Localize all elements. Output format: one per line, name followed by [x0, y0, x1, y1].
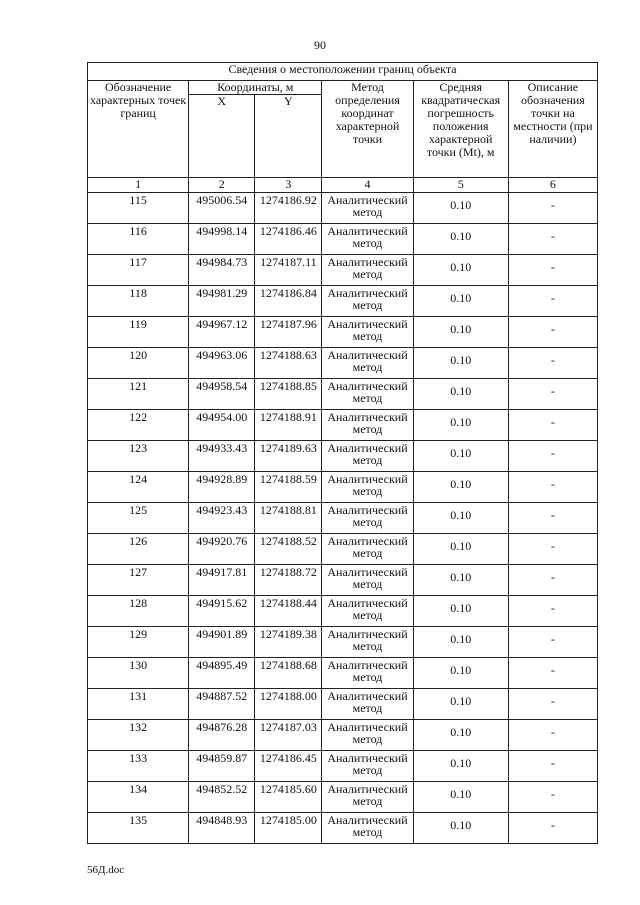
point-cell-text: 120 — [129, 348, 148, 362]
y-coordinate-cell — [255, 348, 322, 379]
method-cell — [322, 534, 413, 565]
method-cell — [322, 720, 413, 751]
method-cell-text: Аналитический метод — [327, 565, 408, 591]
point-cell-text: 119 — [129, 317, 147, 331]
point-cell — [88, 565, 189, 596]
description-cell-text: - — [550, 570, 555, 584]
point-cell-text: 115 — [129, 193, 147, 207]
accuracy-cell — [413, 720, 508, 751]
y-coordinate-cell-text: 1274188.85 — [259, 379, 317, 393]
x-coordinate-cell — [189, 193, 255, 224]
point-cell-text: 123 — [129, 441, 148, 455]
x-coordinate-cell — [189, 379, 255, 410]
method-cell — [322, 317, 413, 348]
x-coordinate-cell-text: 494848.93 — [196, 813, 248, 827]
y-coordinate-cell-text: 1274185.60 — [259, 782, 317, 796]
boundary-coordinates-table — [87, 62, 598, 844]
description-cell — [508, 596, 597, 627]
point-cell — [88, 348, 189, 379]
y-coordinate-cell — [255, 596, 322, 627]
point-cell — [88, 441, 189, 472]
y-coordinate-cell — [255, 379, 322, 410]
column-number: 4 — [322, 178, 413, 193]
accuracy-cell — [413, 379, 508, 410]
accuracy-cell-text: 0.10 — [450, 198, 472, 212]
description-cell-text: - — [550, 725, 555, 739]
accuracy-cell — [413, 286, 508, 317]
x-coordinate-cell — [189, 720, 255, 751]
point-cell-text: 132 — [129, 720, 148, 734]
table-row — [88, 782, 598, 813]
document-footer: 56Д.doc — [87, 864, 125, 876]
method-cell — [322, 379, 413, 410]
accuracy-cell — [413, 317, 508, 348]
y-coordinate-cell — [255, 503, 322, 534]
description-cell — [508, 689, 597, 720]
accuracy-cell — [413, 782, 508, 813]
point-cell-text: 118 — [129, 286, 147, 300]
y-coordinate-cell-text: 1274189.63 — [259, 441, 317, 455]
x-coordinate-cell — [189, 317, 255, 348]
y-coordinate-cell-text: 1274188.52 — [259, 534, 317, 548]
description-cell-text: - — [550, 787, 555, 801]
table-row — [88, 534, 598, 565]
y-coordinate-cell — [255, 472, 322, 503]
page-number: 90 — [314, 38, 326, 52]
point-cell — [88, 410, 189, 441]
accuracy-cell-text: 0.10 — [450, 663, 472, 677]
method-cell-text: Аналитический метод — [327, 503, 408, 529]
method-cell-text: Аналитический метод — [327, 286, 408, 312]
point-cell-text: 126 — [129, 534, 148, 548]
x-coordinate-cell-text: 494876.28 — [196, 720, 248, 734]
description-cell-text: - — [550, 756, 555, 770]
point-cell-text: 128 — [129, 596, 148, 610]
table-row — [88, 286, 598, 317]
description-cell-text: - — [550, 446, 555, 460]
header-description: Описание обозначения точки на местности (при наличии) — [508, 81, 597, 178]
column-number: 3 — [255, 178, 322, 193]
x-coordinate-cell-text: 494928.89 — [196, 472, 248, 486]
x-coordinate-cell-text: 494859.87 — [196, 751, 248, 765]
point-cell-text: 124 — [129, 472, 148, 486]
x-coordinate-cell — [189, 565, 255, 596]
table-row — [88, 813, 598, 844]
table-row — [88, 317, 598, 348]
point-cell — [88, 224, 189, 255]
method-cell-text: Аналитический метод — [327, 813, 408, 839]
table-title: Сведения о местоположении границ объекта — [88, 63, 598, 81]
y-coordinate-cell — [255, 782, 322, 813]
x-coordinate-cell-text: 494887.52 — [196, 689, 248, 703]
method-cell-text: Аналитический метод — [327, 782, 408, 808]
accuracy-cell — [413, 813, 508, 844]
description-cell-text: - — [550, 508, 555, 522]
column-number: 5 — [413, 178, 508, 193]
y-coordinate-cell — [255, 534, 322, 565]
accuracy-cell-text: 0.10 — [450, 446, 472, 460]
accuracy-cell — [413, 751, 508, 782]
table-row — [88, 255, 598, 286]
x-coordinate-cell — [189, 348, 255, 379]
point-cell-text: 121 — [129, 379, 148, 393]
accuracy-cell-text: 0.10 — [450, 353, 472, 367]
method-cell-text: Аналитический метод — [327, 410, 408, 436]
accuracy-cell-text: 0.10 — [450, 818, 472, 832]
x-coordinate-cell-text: 494901.89 — [196, 627, 248, 641]
x-coordinate-cell-text: 494998.14 — [196, 224, 248, 238]
description-cell-text: - — [550, 694, 555, 708]
table-row — [88, 689, 598, 720]
x-coordinate-cell — [189, 255, 255, 286]
y-coordinate-cell — [255, 224, 322, 255]
description-cell-text: - — [550, 353, 555, 367]
point-cell — [88, 813, 189, 844]
method-cell — [322, 348, 413, 379]
table-row — [88, 193, 598, 224]
method-cell — [322, 410, 413, 441]
description-cell-text: - — [550, 477, 555, 491]
description-cell-text: - — [550, 198, 555, 212]
method-cell — [322, 441, 413, 472]
description-cell-text: - — [550, 818, 555, 832]
description-cell — [508, 193, 597, 224]
method-cell-text: Аналитический метод — [327, 472, 408, 498]
table-row — [88, 627, 598, 658]
x-coordinate-cell-text: 494933.43 — [196, 441, 248, 455]
table-row — [88, 224, 598, 255]
x-coordinate-cell-text: 494852.52 — [196, 782, 248, 796]
point-cell-text: 127 — [129, 565, 148, 579]
point-cell-text: 134 — [129, 782, 148, 796]
point-cell — [88, 689, 189, 720]
y-coordinate-cell-text: 1274186.84 — [259, 286, 317, 300]
method-cell — [322, 565, 413, 596]
point-cell — [88, 317, 189, 348]
x-coordinate-cell — [189, 782, 255, 813]
y-coordinate-cell-text: 1274187.11 — [260, 255, 317, 269]
accuracy-cell — [413, 224, 508, 255]
description-cell-text: - — [550, 384, 555, 398]
y-coordinate-cell-text: 1274188.63 — [259, 348, 317, 362]
point-cell — [88, 596, 189, 627]
description-cell — [508, 286, 597, 317]
description-cell — [508, 348, 597, 379]
table-row — [88, 503, 598, 534]
description-cell — [508, 565, 597, 596]
method-cell-text: Аналитический метод — [327, 348, 408, 374]
description-cell — [508, 379, 597, 410]
description-cell — [508, 534, 597, 565]
y-coordinate-cell — [255, 689, 322, 720]
method-cell-text: Аналитический метод — [327, 596, 408, 622]
accuracy-cell-text: 0.10 — [450, 632, 472, 646]
header-coords: Координаты, м — [189, 81, 322, 95]
accuracy-cell — [413, 596, 508, 627]
accuracy-cell-text: 0.10 — [450, 694, 472, 708]
x-coordinate-cell-text: 494923.43 — [196, 503, 248, 517]
description-cell-text: - — [550, 632, 555, 646]
x-coordinate-cell — [189, 286, 255, 317]
y-coordinate-cell-text: 1274187.96 — [259, 317, 317, 331]
y-coordinate-cell-text: 1274188.00 — [259, 689, 317, 703]
y-coordinate-cell-text: 1274186.46 — [259, 224, 317, 238]
point-cell-text: 122 — [129, 410, 148, 424]
method-cell-text: Аналитический метод — [327, 379, 408, 405]
x-coordinate-cell-text: 494920.76 — [196, 534, 248, 548]
point-cell — [88, 782, 189, 813]
method-cell — [322, 813, 413, 844]
accuracy-cell — [413, 193, 508, 224]
accuracy-cell-text: 0.10 — [450, 725, 472, 739]
accuracy-cell-text: 0.10 — [450, 384, 472, 398]
x-coordinate-cell — [189, 472, 255, 503]
point-cell — [88, 751, 189, 782]
point-cell — [88, 503, 189, 534]
accuracy-cell-text: 0.10 — [450, 260, 472, 274]
header-x: X — [189, 95, 255, 178]
method-cell-text: Аналитический метод — [327, 224, 408, 250]
accuracy-cell — [413, 689, 508, 720]
description-cell-text: - — [550, 260, 555, 274]
description-cell-text: - — [550, 663, 555, 677]
x-coordinate-cell-text: 494895.49 — [196, 658, 248, 672]
method-cell — [322, 689, 413, 720]
description-cell-text: - — [550, 601, 555, 615]
point-cell — [88, 472, 189, 503]
point-cell — [88, 255, 189, 286]
y-coordinate-cell — [255, 441, 322, 472]
y-coordinate-cell-text: 1274186.45 — [259, 751, 317, 765]
point-cell — [88, 286, 189, 317]
description-cell — [508, 627, 597, 658]
header-y: Y — [255, 95, 322, 178]
y-coordinate-cell-text: 1274189.38 — [259, 627, 317, 641]
x-coordinate-cell — [189, 596, 255, 627]
accuracy-cell-text: 0.10 — [450, 787, 472, 801]
point-cell-text: 135 — [129, 813, 148, 827]
y-coordinate-cell — [255, 317, 322, 348]
y-coordinate-cell-text: 1274188.81 — [259, 503, 317, 517]
y-coordinate-cell-text: 1274188.44 — [259, 596, 317, 610]
accuracy-cell — [413, 441, 508, 472]
y-coordinate-cell — [255, 751, 322, 782]
point-cell-text: 130 — [129, 658, 148, 672]
method-cell — [322, 472, 413, 503]
point-cell-text: 129 — [129, 627, 148, 641]
x-coordinate-cell — [189, 813, 255, 844]
y-coordinate-cell — [255, 410, 322, 441]
accuracy-cell — [413, 534, 508, 565]
description-cell — [508, 255, 597, 286]
description-cell — [508, 441, 597, 472]
y-coordinate-cell — [255, 193, 322, 224]
accuracy-cell-text: 0.10 — [450, 322, 472, 336]
x-coordinate-cell-text: 494915.62 — [196, 596, 248, 610]
header-method: Метод определения координат характерной точки — [322, 81, 413, 178]
accuracy-cell-text: 0.10 — [450, 756, 472, 770]
table-row — [88, 441, 598, 472]
method-cell-text: Аналитический метод — [327, 193, 408, 219]
x-coordinate-cell — [189, 689, 255, 720]
y-coordinate-cell — [255, 565, 322, 596]
point-cell — [88, 379, 189, 410]
description-cell — [508, 813, 597, 844]
accuracy-cell — [413, 472, 508, 503]
accuracy-cell-text: 0.10 — [450, 291, 472, 305]
y-coordinate-cell-text: 1274188.72 — [259, 565, 317, 579]
x-coordinate-cell — [189, 751, 255, 782]
description-cell — [508, 782, 597, 813]
point-cell-text: 125 — [129, 503, 148, 517]
method-cell — [322, 193, 413, 224]
method-cell — [322, 286, 413, 317]
y-coordinate-cell — [255, 255, 322, 286]
y-coordinate-cell-text: 1274188.91 — [259, 410, 317, 424]
x-coordinate-cell — [189, 627, 255, 658]
method-cell — [322, 658, 413, 689]
x-coordinate-cell — [189, 503, 255, 534]
x-coordinate-cell — [189, 534, 255, 565]
x-coordinate-cell-text: 494958.54 — [196, 379, 248, 393]
method-cell — [322, 255, 413, 286]
x-coordinate-cell-text: 494963.06 — [196, 348, 248, 362]
accuracy-cell-text: 0.10 — [450, 415, 472, 429]
header-point: Обозначение характерных точек границ — [88, 81, 189, 178]
y-coordinate-cell — [255, 658, 322, 689]
x-coordinate-cell — [189, 224, 255, 255]
point-cell-text: 131 — [129, 689, 148, 703]
accuracy-cell-text: 0.10 — [450, 539, 472, 553]
point-cell — [88, 193, 189, 224]
table-row — [88, 348, 598, 379]
y-coordinate-cell-text: 1274187.03 — [259, 720, 317, 734]
method-cell — [322, 503, 413, 534]
method-cell — [322, 596, 413, 627]
x-coordinate-cell — [189, 658, 255, 689]
method-cell-text: Аналитический метод — [327, 317, 408, 343]
column-number: 2 — [189, 178, 255, 193]
method-cell-text: Аналитический метод — [327, 255, 408, 281]
x-coordinate-cell-text: 494917.81 — [196, 565, 248, 579]
x-coordinate-cell — [189, 441, 255, 472]
table-row — [88, 751, 598, 782]
point-cell — [88, 627, 189, 658]
description-cell-text: - — [550, 229, 555, 243]
x-coordinate-cell — [189, 410, 255, 441]
accuracy-cell-text: 0.10 — [450, 477, 472, 491]
y-coordinate-cell — [255, 286, 322, 317]
method-cell — [322, 224, 413, 255]
table-row — [88, 472, 598, 503]
y-coordinate-cell-text: 1274188.68 — [259, 658, 317, 672]
table-row — [88, 410, 598, 441]
description-cell — [508, 751, 597, 782]
description-cell-text: - — [550, 415, 555, 429]
accuracy-cell — [413, 503, 508, 534]
method-cell — [322, 782, 413, 813]
description-cell — [508, 472, 597, 503]
method-cell-text: Аналитический метод — [327, 441, 408, 467]
description-cell — [508, 317, 597, 348]
y-coordinate-cell — [255, 627, 322, 658]
accuracy-cell — [413, 348, 508, 379]
y-coordinate-cell — [255, 813, 322, 844]
method-cell-text: Аналитический метод — [327, 689, 408, 715]
method-cell — [322, 751, 413, 782]
column-number: 1 — [88, 178, 189, 193]
table-row — [88, 658, 598, 689]
y-coordinate-cell — [255, 720, 322, 751]
column-number: 6 — [508, 178, 597, 193]
description-cell — [508, 658, 597, 689]
y-coordinate-cell-text: 1274188.59 — [259, 472, 317, 486]
description-cell-text: - — [550, 539, 555, 553]
point-cell — [88, 534, 189, 565]
x-coordinate-cell-text: 494984.73 — [196, 255, 248, 269]
method-cell-text: Аналитический метод — [327, 720, 408, 746]
accuracy-cell — [413, 410, 508, 441]
method-cell-text: Аналитический метод — [327, 751, 408, 777]
x-coordinate-cell-text: 494967.12 — [196, 317, 248, 331]
point-cell — [88, 720, 189, 751]
description-cell — [508, 410, 597, 441]
method-cell-text: Аналитический метод — [327, 627, 408, 653]
table-row — [88, 720, 598, 751]
method-cell — [322, 627, 413, 658]
accuracy-cell-text: 0.10 — [450, 601, 472, 615]
point-cell — [88, 658, 189, 689]
x-coordinate-cell-text: 494954.00 — [196, 410, 248, 424]
x-coordinate-cell-text: 495006.54 — [196, 193, 248, 207]
description-cell — [508, 503, 597, 534]
y-coordinate-cell-text: 1274185.00 — [259, 813, 317, 827]
description-cell — [508, 224, 597, 255]
description-cell-text: - — [550, 291, 555, 305]
accuracy-cell — [413, 658, 508, 689]
accuracy-cell-text: 0.10 — [450, 508, 472, 522]
description-cell — [508, 720, 597, 751]
y-coordinate-cell-text: 1274186.92 — [259, 193, 317, 207]
table-row — [88, 596, 598, 627]
point-cell-text: 116 — [129, 224, 147, 238]
table-row — [88, 565, 598, 596]
accuracy-cell-text: 0.10 — [450, 229, 472, 243]
header-accuracy: Средняя квадратическая погрешность положения характерной точки (Mt), м — [413, 81, 508, 178]
accuracy-cell — [413, 255, 508, 286]
point-cell-text: 117 — [129, 255, 147, 269]
accuracy-cell — [413, 565, 508, 596]
accuracy-cell — [413, 627, 508, 658]
accuracy-cell-text: 0.10 — [450, 570, 472, 584]
method-cell-text: Аналитический метод — [327, 534, 408, 560]
point-cell-text: 133 — [129, 751, 148, 765]
x-coordinate-cell-text: 494981.29 — [196, 286, 248, 300]
description-cell-text: - — [550, 322, 555, 336]
method-cell-text: Аналитический метод — [327, 658, 408, 684]
table-row — [88, 379, 598, 410]
column-number-row — [88, 178, 598, 193]
